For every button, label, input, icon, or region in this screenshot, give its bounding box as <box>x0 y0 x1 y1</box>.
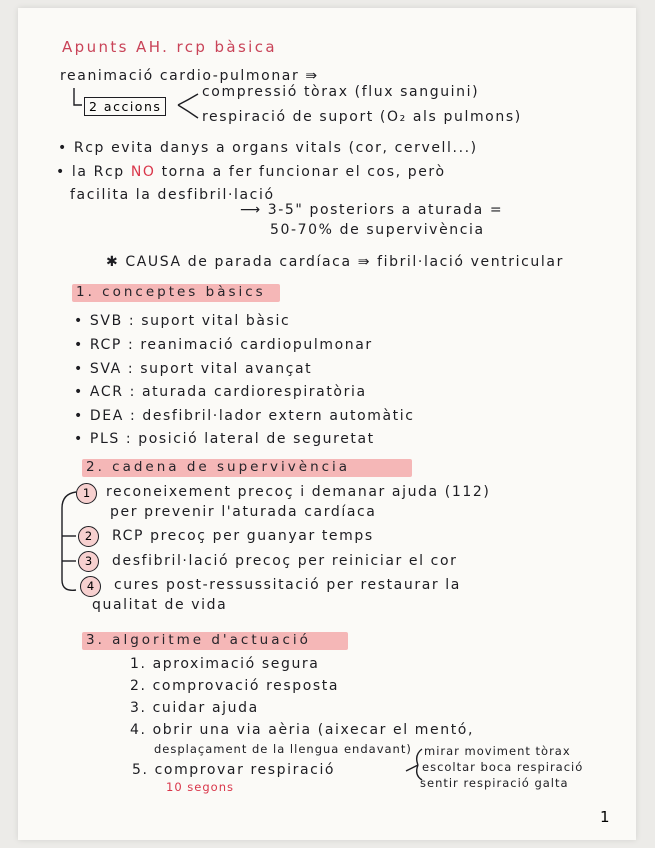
rcp-definition: reanimació cardio-pulmonar ⇛ <box>60 68 319 84</box>
note-facilitates-defib: facilita la desfibril·lació <box>70 187 275 203</box>
algo-step-2: 2. comprovació resposta <box>130 678 340 694</box>
concept-pls: • PLS : posició lateral de seguretat <box>74 431 375 447</box>
page-title: Apunts AH. rcp bàsica <box>62 38 277 56</box>
section3-heading: 3. algoritme d'actuació <box>86 632 311 648</box>
algo-step-4a: 4. obrir una via aèria (aixecar el mentó, <box>130 722 475 738</box>
concept-dea: • DEA : desfibril·lador extern automàtic <box>74 408 415 424</box>
step-3-circle: 3 <box>78 551 99 572</box>
concept-acr: • ACR : aturada cardiorespiratòria <box>74 384 367 400</box>
branch-compression: compressió tòrax (flux sanguini) <box>202 84 480 100</box>
chain-step-1b: per prevenir l'aturada cardíaca <box>110 504 377 520</box>
chain-step-3: desfibril·lació precoç per reiniciar el cor <box>112 553 458 569</box>
section1-heading: 1. conceptes bàsics <box>76 284 266 300</box>
algo-step-5-duration: 10 segons <box>166 780 234 794</box>
hand-drawn-lines <box>18 8 636 840</box>
chain-step-4a: cures post-ressussitació per restaurar la <box>114 577 461 593</box>
concept-svb: • SVB : suport vital bàsic <box>74 313 291 329</box>
step-1-circle: 1 <box>76 483 97 504</box>
breath-check-look: mirar moviment tòrax <box>424 744 571 758</box>
algo-step-5: 5. comprovar respiració <box>132 762 336 778</box>
breath-check-feel: sentir respiració galta <box>420 776 569 790</box>
notes-page <box>18 8 636 840</box>
algo-step-4b: desplaçament de la llengua endavant) <box>154 742 412 756</box>
time-after-arrest: ⟶ 3-5" posteriors a aturada = <box>240 202 504 218</box>
cardiac-arrest-cause: ✱ CAUSA de parada cardíaca ⇛ fibril·lació ventricular <box>106 254 564 270</box>
concept-rcp: • RCP : reanimació cardiopulmonar <box>74 337 373 353</box>
chain-step-2: RCP precoç per guanyar temps <box>112 528 374 544</box>
section2-heading: 2. cadena de supervivència <box>86 459 351 475</box>
survival-rate: 50-70% de supervivència <box>270 222 485 238</box>
chain-step-1a: reconeixement precoç i demanar ajuda (112) <box>106 484 491 500</box>
chain-step-4b: qualitat de vida <box>92 597 228 613</box>
note-organ-damage: • Rcp evita danys a organs vitals (cor, cervell...) <box>58 140 478 156</box>
two-actions-box: 2 accions <box>84 97 166 116</box>
concept-sva: • SVA : suport vital avançat <box>74 361 313 377</box>
branch-respiration: respiració de suport (O₂ als pulmons) <box>202 109 522 125</box>
algo-step-1: 1. aproximació segura <box>130 656 320 672</box>
algo-step-3: 3. cuidar ajuda <box>130 700 259 716</box>
page-number: 1 <box>600 808 610 826</box>
step-4-circle: 4 <box>80 576 101 597</box>
step-2-circle: 2 <box>78 526 99 547</box>
breath-check-listen: escoltar boca respiració <box>422 760 584 774</box>
note-no-emphasis: NO <box>130 164 156 180</box>
note-rcp-not-restart: • la Rcp NO torna a fer funcionar el cos, però <box>56 164 446 180</box>
